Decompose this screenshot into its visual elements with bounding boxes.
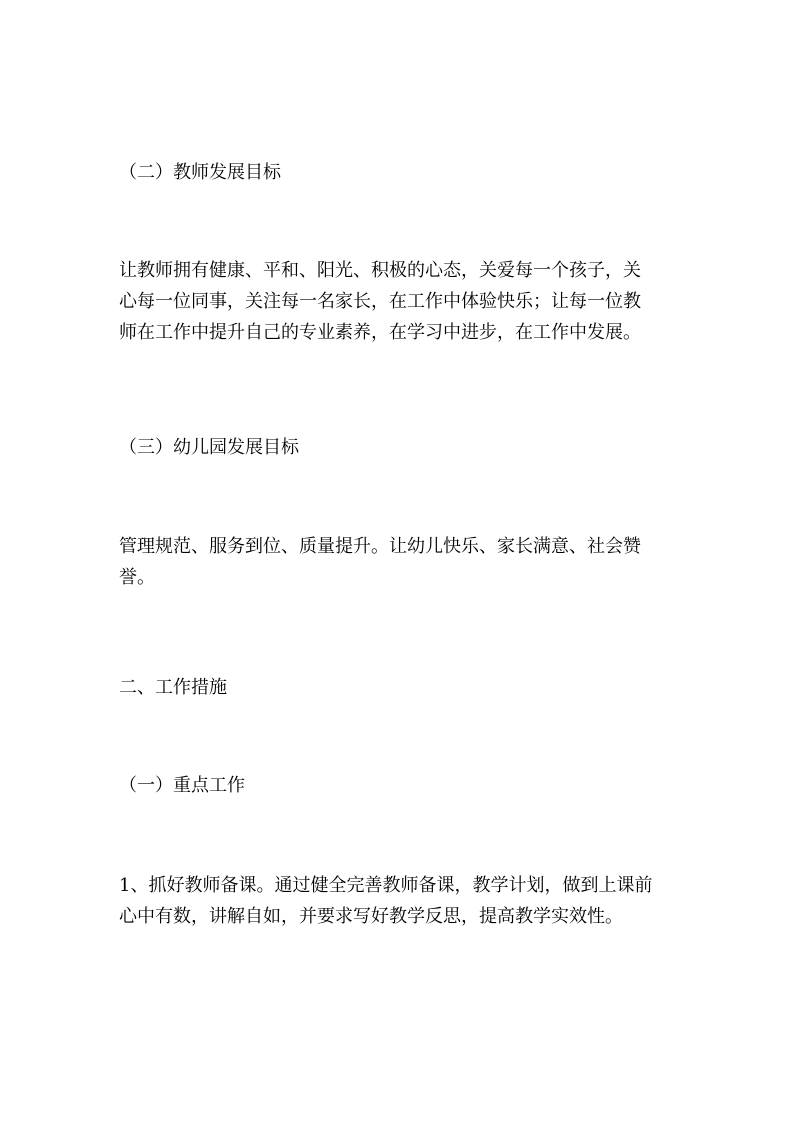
paragraph-kindergarten-development [119,531,679,593]
heading-work-measures: 二、工作措施 [119,677,227,698]
paragraph-line: 心每一位同事，关注每一名家长，在工作中体验快乐；让每一位教 [119,291,641,312]
paragraph-line: 誉。 [119,567,155,588]
paragraph-key-work-item-1 [119,870,679,932]
paragraph-line: 师在工作中提升自己的专业素养，在学习中进步，在工作中发展。 [119,322,641,343]
heading-key-work: （一）重点工作 [119,775,245,796]
paragraph-line: 让教师拥有健康、平和、阳光、积极的心态，关爱每一个孩子，关 [119,260,641,281]
paragraph-line: 管理规范、服务到位、质量提升。让幼儿快乐、家长满意、社会赞 [119,536,641,557]
paragraph-line: 心中有数，讲解自如，并要求写好教学反思，提高教学实效性。 [119,906,623,927]
paragraph-teacher-development [119,255,679,348]
paragraph-line: 1、抓好教师备课。通过健全完善教师备课，教学计划，做到上课前 [119,875,653,896]
heading-kindergarten-development-goal: （三）幼儿园发展目标 [119,437,299,458]
heading-teacher-development-goal: （二）教师发展目标 [119,162,281,183]
